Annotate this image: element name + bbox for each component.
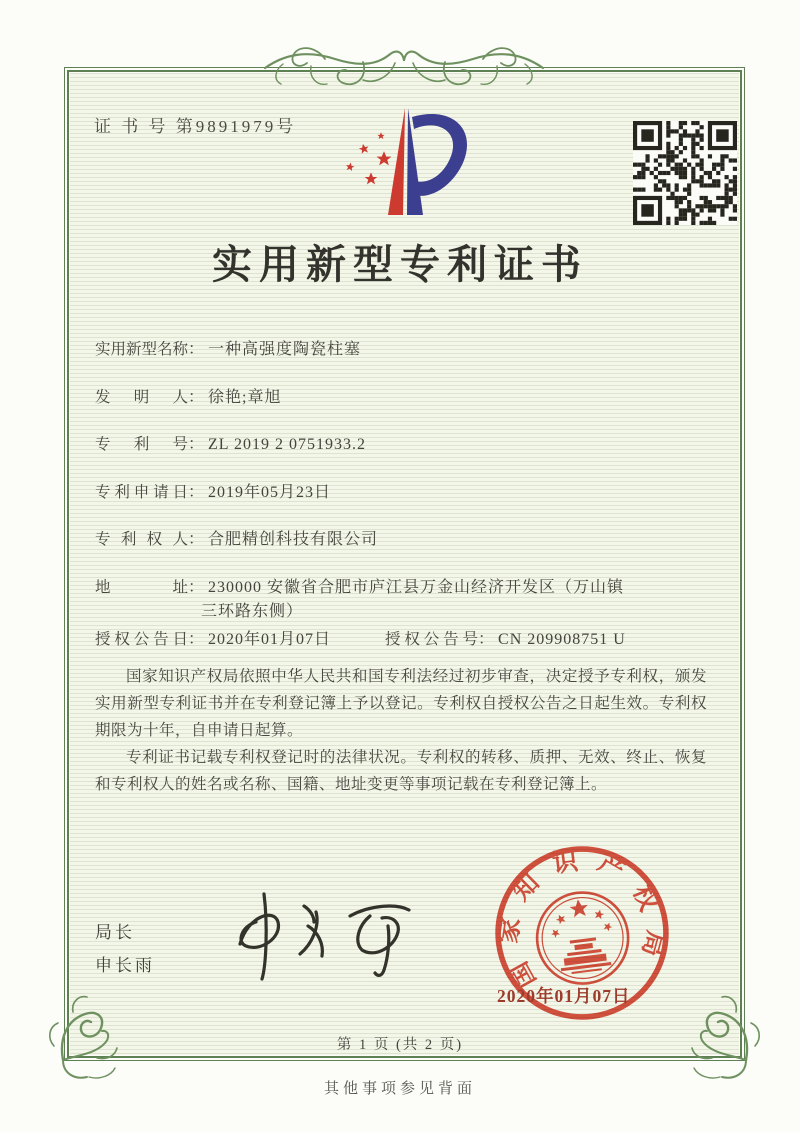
grant-date-label: 授权公告日	[95, 631, 188, 648]
field-colon: ：	[188, 436, 205, 453]
field-value-line2: 三环路东侧）	[201, 603, 304, 620]
field-row-filing-date	[95, 481, 707, 505]
paragraph-2: 专利证书记载专利权登记时的法律状况。专利权的转移、质押、无效、终止、恢复和专利权人的姓名或名称、国籍、地址变更等事项记载在专利登记簿上。	[95, 749, 707, 793]
field-colon: ：	[478, 631, 495, 648]
paragraph-1: 国家知识产权局依照中华人民共和国专利法经过初步审查，决定授予专利权，颁发实用新型专利证书并在专利登记簿上予以登记。专利权自授权公告之日起生效。专利权期限为十年，自申请日起算。	[95, 668, 707, 739]
field-value: ZL 2019 2 0751933.2	[208, 436, 366, 453]
seal-text: 国家知识产权局	[494, 845, 671, 993]
field-label: 发明人	[95, 389, 188, 406]
field-colon: ：	[188, 579, 205, 596]
qr-code	[633, 121, 737, 225]
field-colon: ：	[188, 631, 205, 648]
cnipa-logo-icon	[336, 103, 478, 221]
field-label: 地址	[95, 579, 188, 596]
national-emblem-icon	[532, 887, 633, 988]
certificate-title: 实用新型专利证书	[212, 242, 588, 287]
field-label: 专利申请日	[95, 484, 188, 501]
field-row-inventor	[95, 386, 707, 410]
certificate-number: 证 书 号 第9891979号	[94, 117, 297, 136]
field-value: 一种高强度陶瓷柱塞	[208, 341, 362, 358]
field-label: 专利权人	[95, 531, 188, 548]
field-colon: ：	[188, 531, 205, 548]
field-label: 实用新型名称	[95, 341, 189, 358]
director-title: 局长	[95, 923, 135, 942]
field-colon: ：	[188, 341, 205, 358]
field-value: 230000 安徽省合肥市庐江县万金山经济开发区（万山镇	[208, 579, 625, 596]
field-colon: ：	[188, 484, 205, 501]
field-row-grant	[95, 628, 707, 652]
field-colon: ：	[188, 389, 205, 406]
field-row-patent-number	[95, 433, 707, 457]
page-number: 第 1 页 (共 2 页)	[336, 1037, 464, 1053]
back-note: 其他事项参见背面	[323, 1081, 476, 1097]
field-label: 专利号	[95, 436, 188, 453]
grant-number-label: 授权公告号	[385, 631, 478, 648]
field-row-address	[95, 576, 707, 620]
field-row-name	[95, 338, 707, 362]
field-value: 2019年05月23日	[208, 484, 332, 501]
grant-number-pair	[385, 628, 626, 652]
field-row-patentee	[95, 528, 707, 552]
legal-text-section	[95, 663, 707, 798]
handwritten-signature-icon	[212, 882, 427, 982]
director-name: 申长雨	[95, 956, 155, 975]
grant-number-value: CN 209908751 U	[498, 631, 626, 648]
field-value: 徐艳;章旭	[208, 389, 282, 406]
grant-date-value: 2020年01月07日	[208, 631, 332, 648]
seal-date: 2020年01月07日	[497, 986, 631, 1006]
field-value: 合肥精创科技有限公司	[208, 531, 379, 548]
